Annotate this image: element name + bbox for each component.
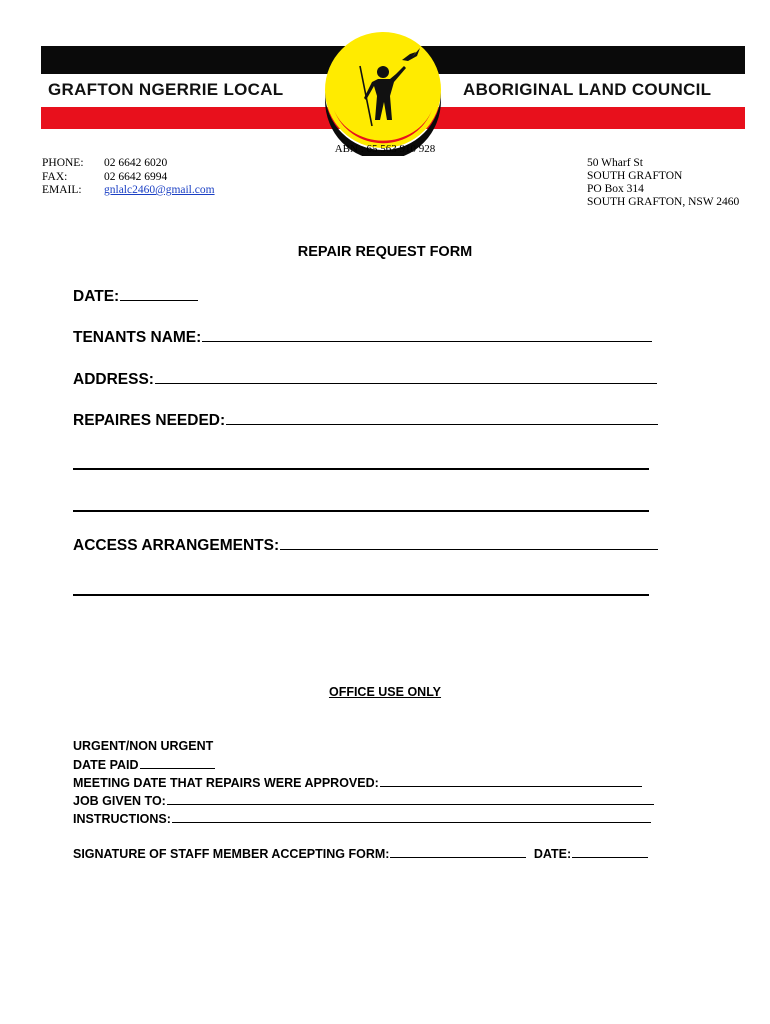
instructions-label: INSTRUCTIONS:: [73, 812, 171, 826]
signature-line: [73, 846, 648, 861]
address-field: [73, 369, 657, 389]
repairs-extra-line[interactable]: [73, 468, 649, 470]
fax-value: 02 6642 6994: [104, 170, 168, 183]
address-label: ADDRESS:: [73, 371, 154, 388]
date-blank[interactable]: [120, 286, 198, 301]
signature-date-label: DATE:: [533, 847, 572, 861]
org-name-left: GRAFTON NGERRIE LOCAL: [48, 80, 284, 99]
form-title: REPAIR REQUEST FORM: [297, 244, 473, 260]
urgent-line: [73, 739, 213, 753]
address-line: SOUTH GRAFTON: [587, 170, 683, 182]
repairs-extra-line[interactable]: [73, 510, 649, 512]
signature-label: SIGNATURE OF STAFF MEMBER ACCEPTING FORM:: [73, 847, 390, 861]
job-given-blank[interactable]: [167, 793, 654, 805]
tenants-name-blank[interactable]: [202, 327, 652, 342]
date-paid-line: [73, 757, 215, 772]
meeting-date-blank[interactable]: [380, 775, 642, 787]
date-label: DATE:: [73, 288, 120, 305]
access-blank[interactable]: [280, 535, 658, 550]
access-field: [73, 535, 658, 555]
land-council-logo-icon: [320, 30, 446, 156]
email-link[interactable]: gnlalc2460@gmail.com: [104, 184, 215, 196]
phone-value: 02 6642 6020: [104, 157, 168, 169]
tenants-name-label: TENANTS NAME:: [73, 329, 202, 346]
email-label: EMAIL:: [42, 184, 82, 196]
address-blank[interactable]: [155, 369, 657, 384]
date-paid-label: DATE PAID: [73, 758, 139, 772]
office-use-title: OFFICE USE ONLY: [328, 685, 442, 699]
address-line: PO Box 314: [587, 183, 644, 195]
org-name-right: ABORIGINAL LAND COUNCIL: [463, 80, 712, 99]
fax-label: FAX:: [42, 170, 68, 183]
abn-number: ABN : 65 563 910 928: [334, 143, 436, 155]
job-given-label: JOB GIVEN TO:: [73, 794, 166, 808]
instructions-line: [73, 811, 651, 826]
instructions-blank[interactable]: [172, 811, 651, 823]
postal-address: [587, 157, 739, 209]
signature-blank[interactable]: [390, 846, 526, 858]
access-label: ACCESS ARRANGEMENTS:: [73, 537, 280, 554]
tenants-name-field: [73, 327, 652, 347]
signature-date-blank[interactable]: [572, 846, 648, 858]
urgent-label: URGENT/NON URGENT: [73, 739, 214, 753]
job-given-line: [73, 793, 654, 808]
repairs-blank[interactable]: [226, 410, 658, 425]
address-line: 50 Wharf St: [587, 157, 644, 169]
address-line: SOUTH GRAFTON, NSW 2460: [587, 196, 740, 208]
repairs-label: REPAIRES NEEDED:: [73, 412, 226, 429]
meeting-date-label: MEETING DATE THAT REPAIRS WERE APPROVED:: [73, 776, 379, 790]
date-field: [73, 286, 198, 306]
phone-label: PHONE:: [42, 157, 84, 169]
repairs-field: [73, 410, 658, 430]
date-paid-blank[interactable]: [140, 757, 215, 769]
access-extra-line[interactable]: [73, 594, 649, 596]
contact-block: [42, 157, 215, 198]
meeting-date-line: [73, 775, 642, 790]
